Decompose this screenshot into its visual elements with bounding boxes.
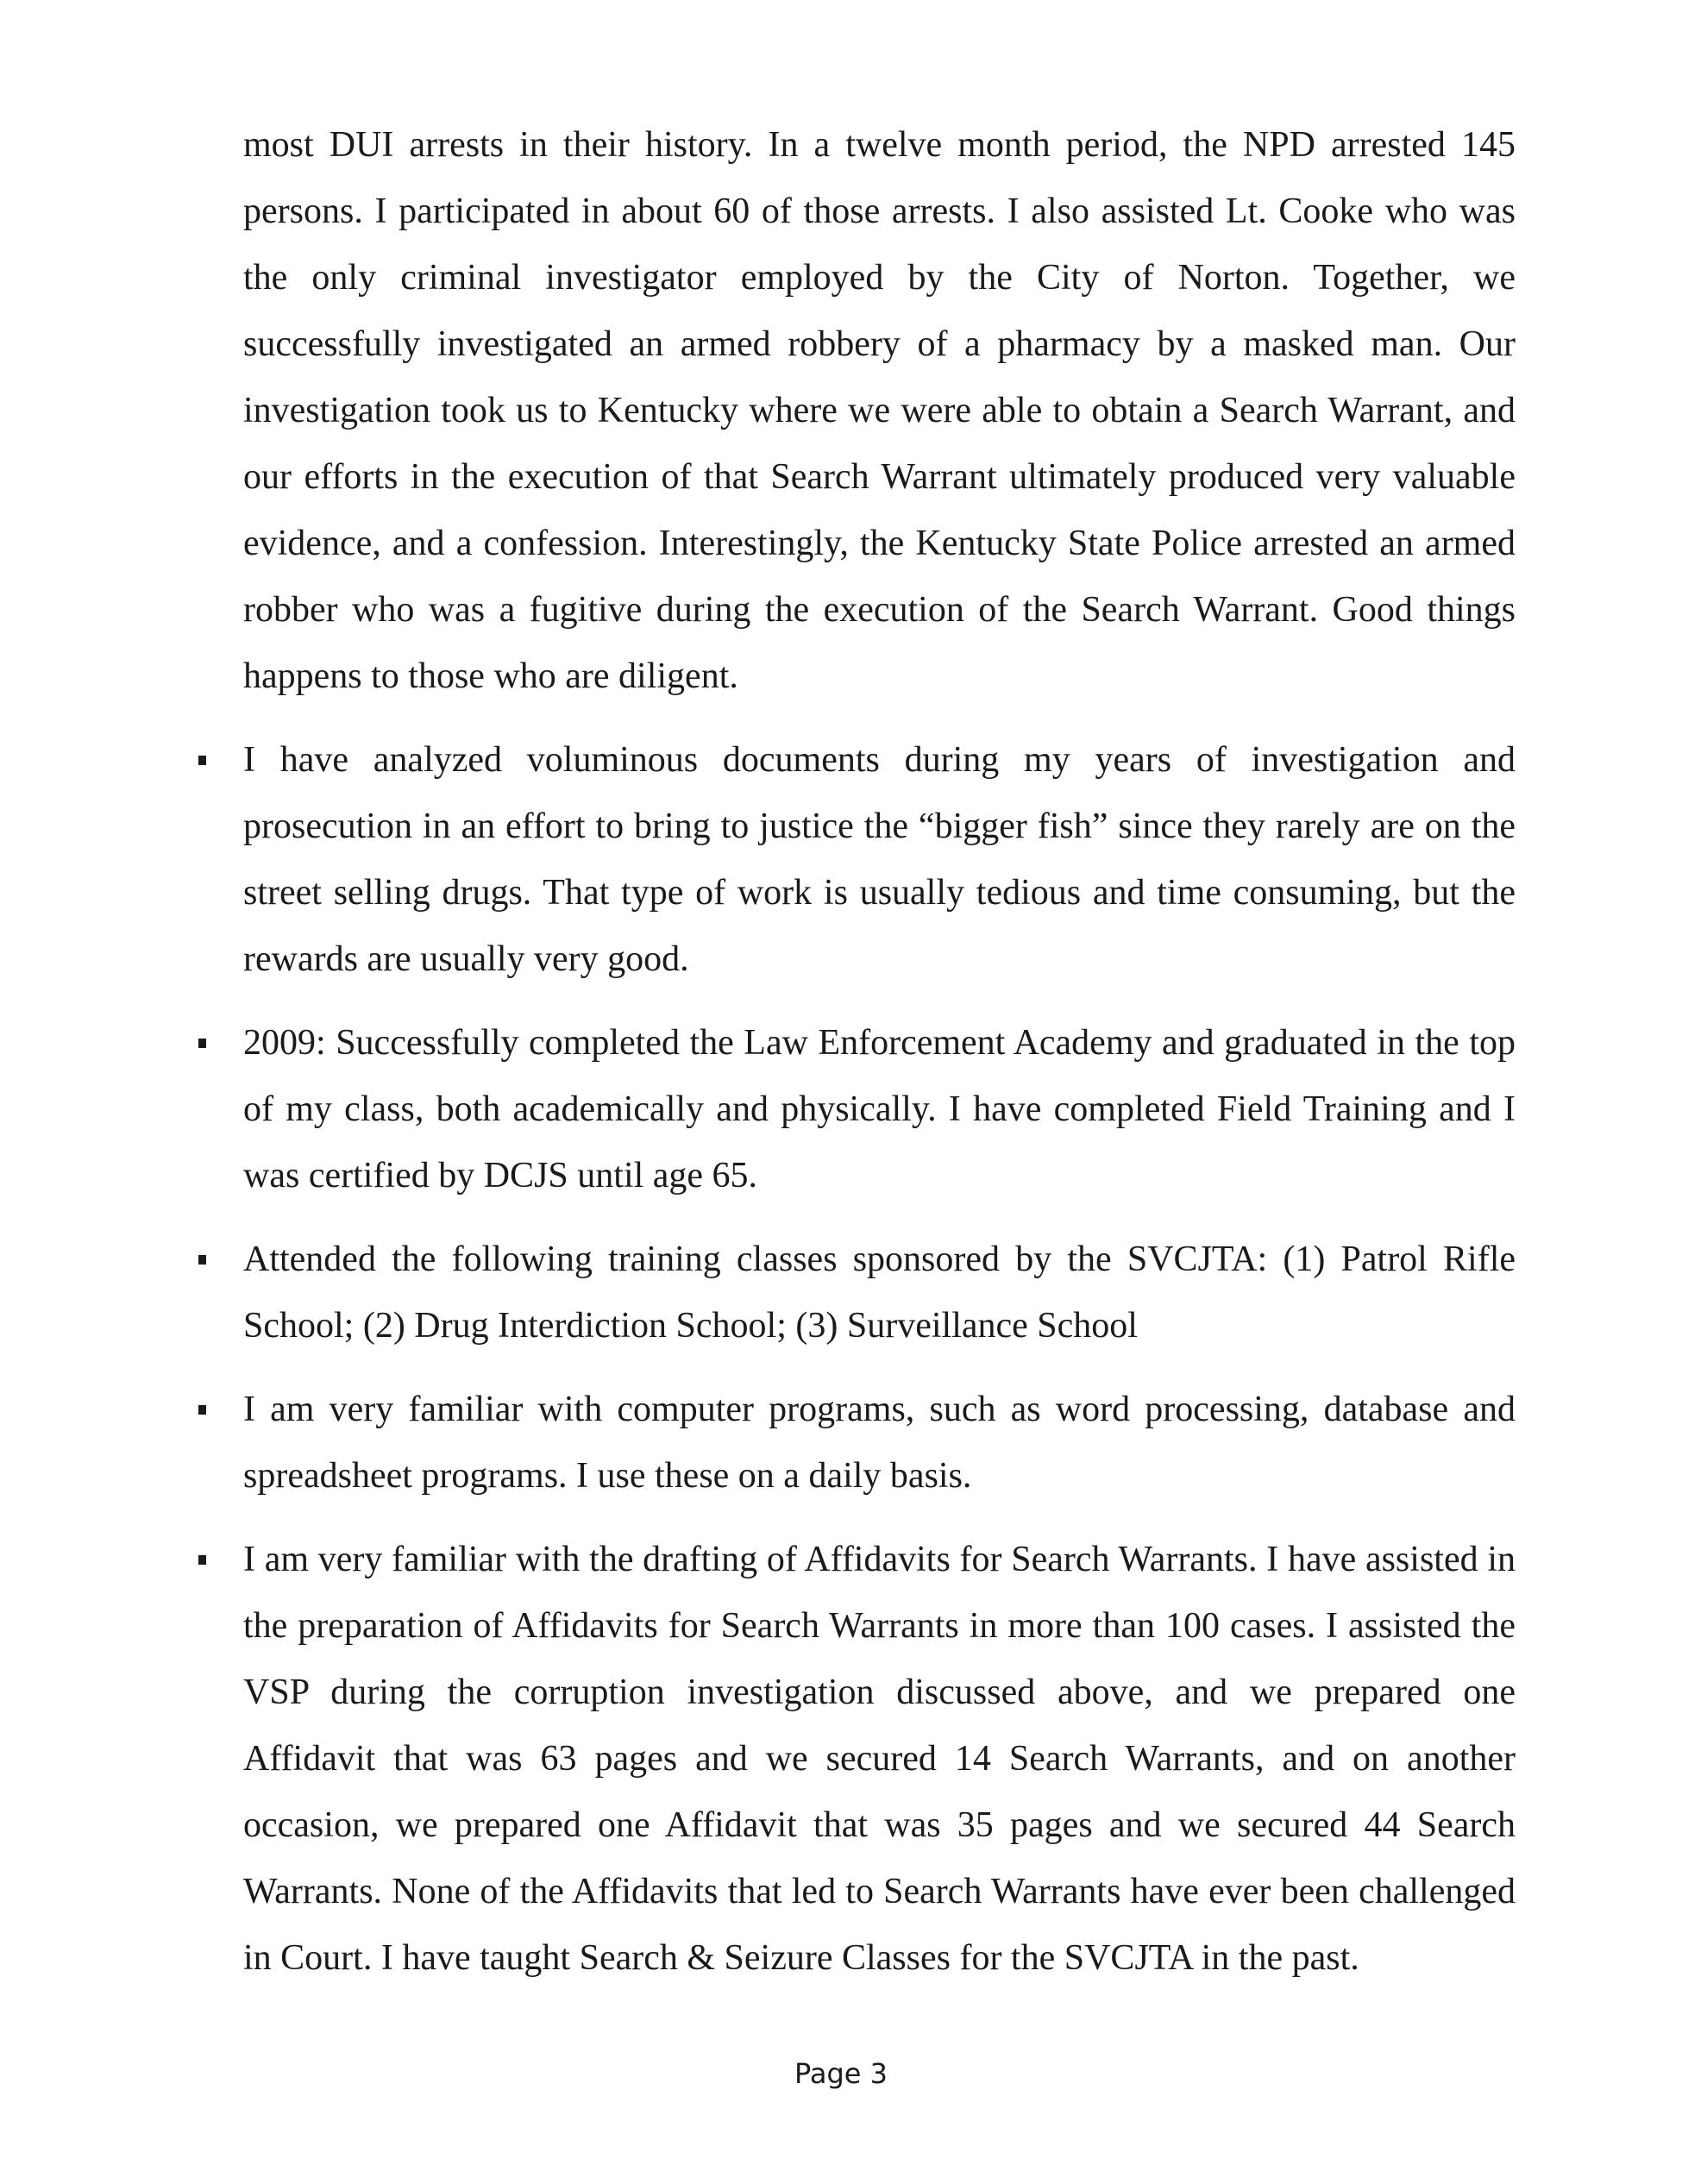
document-body (243, 112, 1516, 2009)
bullet-item-analysis (243, 727, 1516, 993)
square-bullet-icon (198, 1555, 206, 1565)
bullet-text: Attended the following training classes sponsored by the SVCJTA: (1) Patrol Rifle School; (2) Drug Interdiction School; (3) Surveillance School (243, 1239, 1516, 1346)
bullet-item-academy (243, 1010, 1516, 1209)
bullet-text: I have analyzed voluminous documents during my years of investigation and prosecution in an effort to bring to justice the “bigger fish” since they rarely are on the street selling drugs. That type of work is usually tedious and time consuming, but the rewards are usually very good. (243, 740, 1516, 979)
bullet-item-affidavits (243, 1527, 1516, 1992)
bullet-item-computer-skills (243, 1377, 1516, 1509)
square-bullet-icon (198, 1039, 206, 1048)
square-bullet-icon (198, 756, 206, 765)
bullet-text: I am very familiar with computer programs, such as word processing, database and spreadsheet programs. I use these on a daily basis. (243, 1390, 1516, 1496)
bullet-text: 2009: Successfully completed the Law Enforcement Academy and graduated in the top of my class, both academically and physically. I have completed Field Training and I was certified by DCJS until age 65. (243, 1023, 1516, 1196)
square-bullet-icon (198, 1405, 206, 1415)
page-number: Page 3 (794, 2057, 888, 2090)
continuation-paragraph: most DUI arrests in their history. In a twelve month period, the NPD arrested 145 persons. I participated in about 60 of those arrests. I also assisted Lt. Cooke who was the only criminal investigator employed by the City of Norton. Together, we successfully investigated an armed robbery of a pharmacy by a masked man. Our investigation took us to Kentucky where we were able to obtain a Search Warrant, and our efforts in the execution of that Search Warrant ultimately produced very valuable evidence, and a confession. Interestingly, the Kentucky State Police arrested an armed robber who was a fugitive during the execution of the Search Warrant. Good things happens to those who are diligent. (243, 125, 1516, 696)
bullet-text: I am very familiar with the drafting of Affidavits for Search Warrants. I have assisted in the preparation of Affidavits for Search Warrants in more than 100 cases. I assisted the VSP during the corruption investigation discussed above, and we prepared one Affidavit that was 63 pages and we secured 14 Search Warrants, and on another occasion, we prepared one Affidavit that was 35 pages and we secured 44 Search Warrants. None of the Affidavits that led to Search Warrants have ever been challenged in Court. I have taught Search & Seizure Classes for the SVCJTA in the past. (243, 1540, 1516, 1978)
square-bullet-icon (198, 1255, 206, 1265)
bullet-item-training-classes (243, 1227, 1516, 1359)
